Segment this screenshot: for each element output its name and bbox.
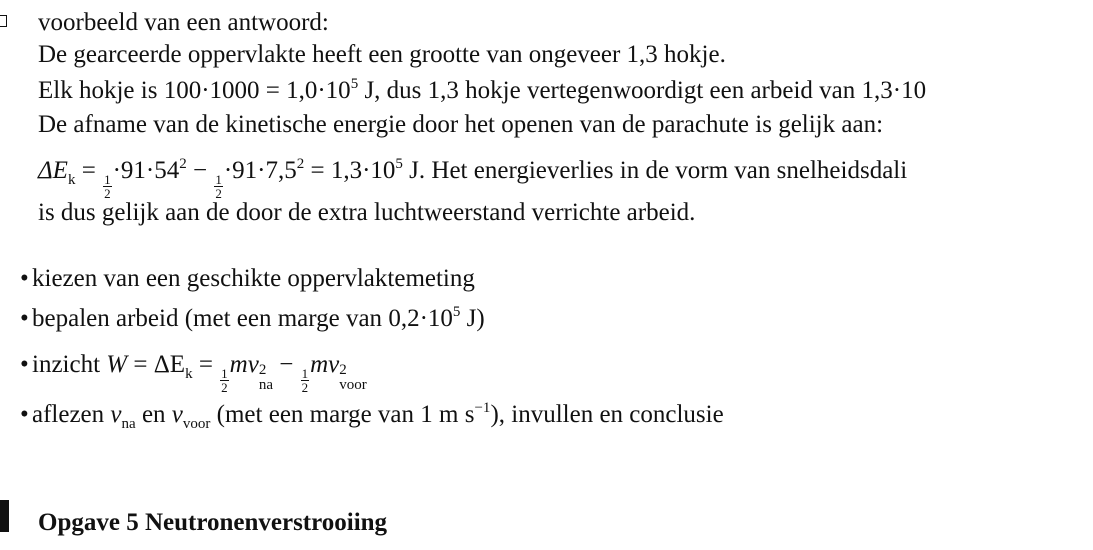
answer-marker-icon [0, 15, 7, 27]
criteria-item-2: • bepalen arbeid (met een marge van $0,2\cdot 10^5$ J) [20, 304, 485, 332]
section-marker-bar [0, 500, 9, 532]
answer-line-2: Elk hokje is $100\cdot 1000 = 1,0\cdot 10^5$ J, dus 1,3 hokje vertegenwoordigt een arbeid van 1,3·10 [38, 76, 927, 104]
fraction-half: $\frac{1}{2}$ [104, 172, 111, 201]
sup-sub-stack: 2 na [258, 362, 273, 393]
answer-line-4-formula: $\Delta E_k$ = $\frac{1}{2}$ $\cdot 91\cdot 54^2$ − $\frac{1}{2}$ $\cdot 91\cdot 7,5^2 = 1,3\cdot 10^5$ J. Het energieverlies in de vorm van snelheidsdali [38, 156, 908, 201]
answer-line-5: is dus gelijk aan de door de extra luchtweerstand verrichte arbeid. [38, 199, 696, 226]
criteria-item-1: • kiezen van een geschikte oppervlaktemeting [20, 265, 475, 292]
criteria-item-3: • inzicht $W = \Delta E_k$ = $\frac{1}{2}$ mv 2 na − $\frac{1}{2}$ mv 2 voor [20, 351, 367, 395]
answer-line-1: De gearceerde oppervlakte heeft een grootte van ongeveer 1,3 hokje. [38, 41, 726, 68]
answer-label: voorbeeld van een antwoord: [38, 9, 329, 36]
section-heading: Opgave 5 Neutronenverstrooiing [38, 509, 388, 536]
fraction-half: $\frac{1}{2}$ [215, 172, 222, 201]
fraction-half: $\frac{1}{2}$ [221, 366, 228, 395]
fraction-half: $\frac{1}{2}$ [301, 366, 309, 395]
criteria-item-4: • aflezen $v_{na}$ en $v_{voor}$ (met een marge van 1 m $s^{-1}$), invullen en conclusie [20, 400, 724, 432]
sup-sub-stack: 2 voor [339, 362, 367, 393]
answer-line-3: De afname van de kinetische energie door het openen van de parachute is gelijk aan: [38, 111, 884, 138]
